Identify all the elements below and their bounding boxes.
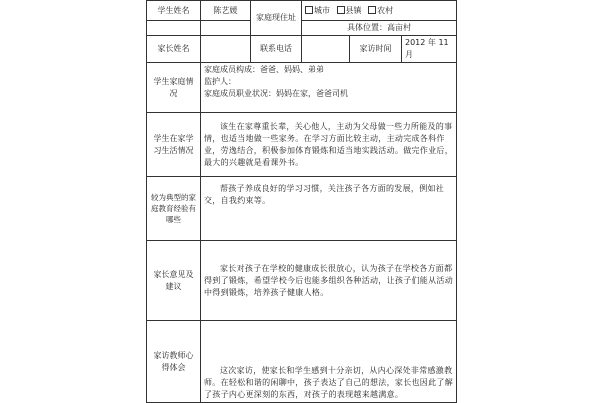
student-name-label: 学生姓名 [147,1,201,21]
family-situation-content [201,63,457,113]
checkbox-county-town[interactable] [337,6,345,14]
row-family [147,63,457,113]
specific-location: 具体位置：高亩村 [302,21,457,36]
home-study-text: 该生在家尊重长辈，关心他人，主动为父母做一些力所能及的事情，也适当地做一些家务。在学习方面比较主动，主动完成各科作业，劳逸结合，积极参加体育锻炼和适当地实践活动。做完作业后，最大的兴趣就是看课外书。 [201,113,457,177]
typical-experience-text: 帮孩子养成良好的学习习惯，关注孩子各方面的发展，例如社交，自我约束等。 [201,177,457,241]
row-typical [147,177,457,241]
checkbox-village[interactable] [368,6,376,14]
student-name-blank [147,21,201,36]
visit-time-value: 2012 年 11 月 [402,36,457,63]
row-teacher [147,321,457,403]
family-situation-label: 学生家庭情况 [147,63,201,113]
row-parent [147,36,457,63]
parent-opinion-label: 家长意见及建议 [147,241,201,321]
student-name-value: 陈艺媛 [201,1,251,21]
residence-label: 家庭现住址 [251,1,302,36]
option-village[interactable] [368,5,393,17]
contact-phone-label: 联系电话 [251,36,302,63]
checkbox-city[interactable] [305,6,313,14]
residence-options [302,1,457,21]
contact-phone-value[interactable] [302,36,350,63]
typical-experience-label: 较为典型的家庭教育经验有哪些 [147,177,201,241]
guardian: 监护人： [204,77,236,86]
row-parent-opinion [147,241,457,321]
row-location [147,21,457,36]
row-home-study [147,113,457,177]
parent-opinion-text: 家长对孩子在学校的健康成长很放心，认为孩子在学校各方面都得到了锻炼，希望学校今后也能多组织各种活动，让孩子们能从活动中得到锻炼，培养孩子健康人格。 [201,241,457,321]
family-occupation: 家庭成员职业状况：妈妈在家，爸爸司机 [204,89,348,98]
teacher-reflection-text: 这次家访，使家长和学生感到十分亲切，从内心深处非常感激教师。在轻松和谐的闲聊中，孩子表达了自己的想法，家长也因此了解了孩子内心更深刻的东西，对孩子的表现越来越满意。 [201,321,457,403]
family-members: 家庭成员构成：爸爸、妈妈、弟弟 [204,65,324,74]
student-value-blank [201,21,251,36]
parent-name-label: 家长姓名 [147,36,201,63]
option-city-label: 城市 [314,5,330,15]
option-county-town[interactable] [337,5,362,17]
teacher-reflection-label: 家访教师心得体会 [147,321,201,403]
row-student-name [147,1,457,21]
parent-name-value[interactable] [201,36,251,63]
visit-time-label: 家访时间 [350,36,402,63]
option-county-town-label: 县镇 [345,5,362,15]
home-visit-form [146,0,457,403]
home-study-label: 学生在家学习生活情况 [147,113,201,177]
option-city[interactable] [305,5,330,17]
option-village-label: 农村 [377,5,394,15]
